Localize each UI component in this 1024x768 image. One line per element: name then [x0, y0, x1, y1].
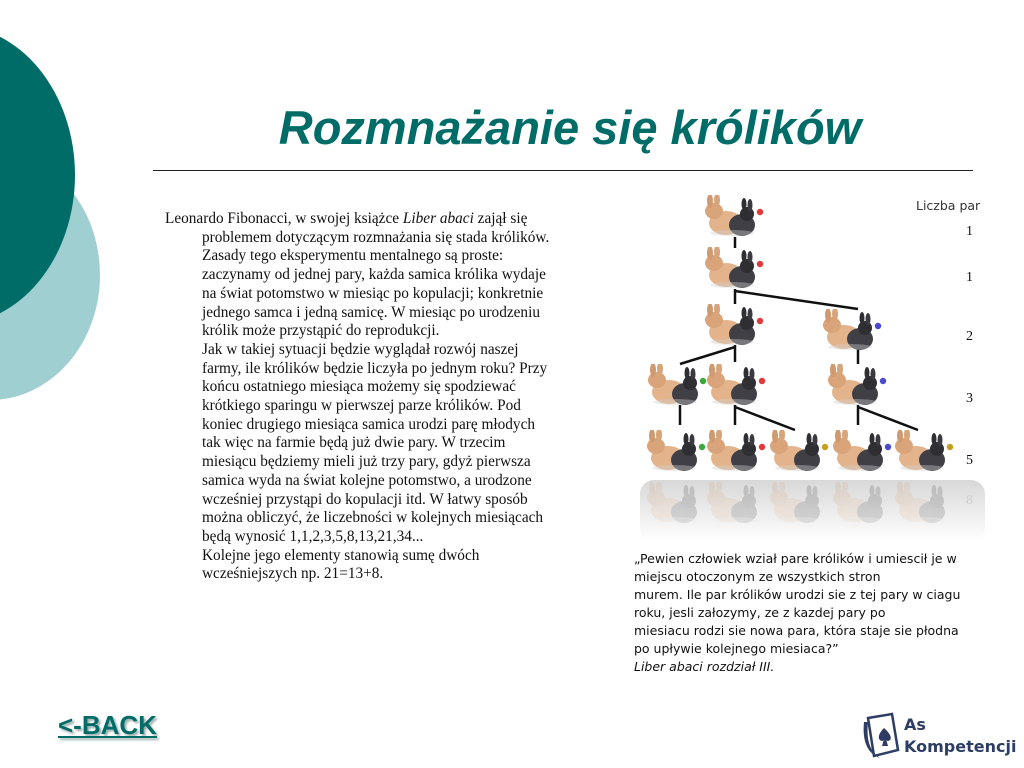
intro-text-start: Leonardo Fibonacci, w swojej książce: [165, 210, 403, 227]
pair-count-month-5: 5: [966, 453, 973, 468]
rabbit-pair-m5b: [707, 428, 757, 471]
quote-lines: [634, 550, 979, 658]
intro-text-end: zajął się problemem dotyczącym rozmnażania się stada królików. Zasady tego eksperymentu mentalnego są proste: zaczynamy od jednej pary, każda samica królika wydaje na świat potomstwo w miesiąc po kopulacji; konkretnie jednego samca i jedną samicę. W miesiąc po urodzeniu królik może przystąpić do reprodukcji.: [202, 210, 550, 340]
ace-card-icon: [858, 712, 902, 760]
rabbit-pair-m5e: [895, 428, 945, 471]
rabbit-pair-m4a: [648, 362, 698, 405]
rabbit-pairs: [647, 193, 945, 471]
pair-dot: [822, 444, 828, 450]
pair-count-month-3: 2: [966, 329, 973, 344]
pair-dot: [947, 444, 953, 450]
pair-dot: [699, 444, 705, 450]
rabbit-pair-m5a: [647, 428, 697, 471]
logo-line-2: Kompetencji: [904, 737, 1017, 756]
pair-dot: [880, 378, 886, 384]
pair-dot: [757, 261, 763, 267]
pair-dot: [759, 378, 765, 384]
logo-line-1: As: [904, 715, 926, 734]
pair-count-month-4: 3: [966, 391, 973, 406]
rabbit-pair-m3b: [823, 307, 873, 350]
paragraph-conclusion: Kolejne jego elementy stanowią sumę dwóch wcześniejszych np. 21=13+8.: [202, 546, 480, 583]
fibonacci-quote: [634, 550, 979, 676]
back-link[interactable]: <-BACK: [58, 710, 157, 740]
quote-line: murem. Ile par królików urodzi sie z tej pary w ciagu: [634, 587, 961, 602]
book-title: Liber abaci: [402, 210, 474, 227]
rabbit-tree-graphic: [640, 192, 985, 542]
paragraph-intro: [165, 210, 555, 341]
pair-count-month-1: 1: [966, 224, 973, 239]
rabbit-pair-m5d: [833, 428, 883, 471]
rabbit-pair-m4b: [707, 362, 757, 405]
quote-line: „Pewien człowiek wział pare królików i umiescił je w: [634, 551, 957, 566]
slide-title: Rozmnażanie się królików: [278, 101, 862, 154]
pair-dot: [875, 323, 881, 329]
rabbit-pair-m3a: [705, 302, 755, 345]
pair-dot: [757, 318, 763, 324]
quote-line: miesiacu rodzi sie nowa para, która staje sie płodna: [634, 623, 959, 638]
pair-dot: [759, 444, 765, 450]
quote-source: Liber abaci rozdział III.: [634, 659, 775, 674]
pair-count-month-2: 1: [966, 270, 973, 285]
figure-header: Liczba par: [916, 198, 981, 213]
quote-line: miejscu otoczonym ze wszystkich stron: [634, 569, 881, 584]
quote-line: po upływie kolejnego miesiaca?”: [634, 641, 839, 656]
logo-text: [904, 714, 1016, 758]
rabbit-pair-m5c: [770, 428, 820, 471]
pair-count-reflection: 8: [966, 493, 973, 508]
paragraph-question: Jak w takiej sytuacji będzie wyglądał rozwój naszej farmy, ile królików będzie liczyła po jednym roku? Przy końcu ostatniego miesiąca możemy się spodziewać krótkiego sparingu w pierwszej parze królików. Pod koniec drugiego miesiąca samica urodzi parę młodych tak więc na farmie będą już dwie pary. W trzecim miesiącu będziemy mieli już trzy pary, gdyż pierwsza samica wyda na świat kolejne potomstwo, a urodzone wcześniej przystąpi do kopulacji itd. W łatwy sposób można obliczyć, że liczebności w kolejnych miesiącach będą wynosić 1,1,2,3,5,8,13,21,34...: [202, 340, 548, 545]
title-divider: [153, 170, 973, 171]
pair-dot: [700, 378, 706, 384]
company-logo: [858, 712, 1018, 762]
rabbit-pair-m2: [705, 245, 755, 288]
body-text: [165, 210, 555, 584]
rabbit-pair-m1: [705, 193, 755, 236]
pair-dot: [885, 444, 891, 450]
quote-line: roku, jesli załozymy, ze z kazdej pary po: [634, 605, 886, 620]
rabbit-family-tree: [640, 192, 985, 542]
rabbit-pair-m4c: [828, 362, 878, 405]
pair-dot: [757, 209, 763, 215]
